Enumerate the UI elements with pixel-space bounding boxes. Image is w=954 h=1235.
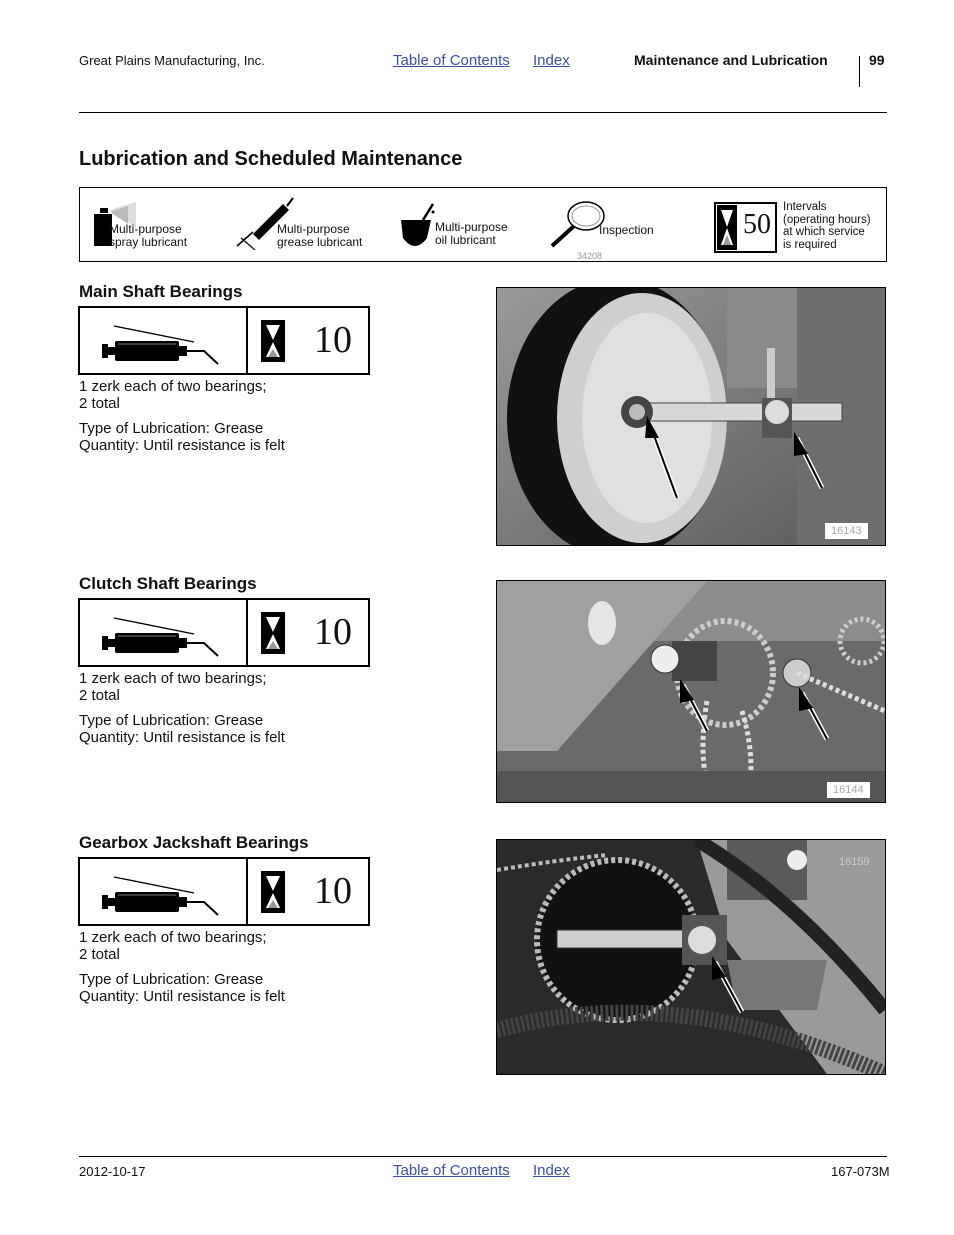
page-title: Lubrication and Scheduled Maintenance: [79, 148, 463, 170]
lubrication-details: Type of Lubrication: Grease Quantity: Until resistance is felt: [79, 712, 285, 746]
company-name: Great Plains Manufacturing, Inc.: [79, 53, 265, 68]
grease-gun-icon: [100, 324, 230, 368]
legend-oil-label: Multi-purpose oil lubricant: [435, 220, 508, 247]
photo-image: [497, 581, 885, 802]
section-name: Maintenance and Lubrication: [634, 52, 828, 68]
interval-box: [714, 202, 777, 253]
lubrication-details: Type of Lubrication: Grease Quantity: Until resistance is felt: [79, 971, 285, 1005]
footer-doc-number: 167-073M: [831, 1164, 890, 1179]
gearbox-jackshaft-bearings-photo: [496, 839, 886, 1075]
lubrication-legend: [79, 187, 887, 262]
footer-index-link[interactable]: Index: [533, 1162, 570, 1179]
footer-date: 2012-10-17: [79, 1164, 146, 1179]
interval-hours: 10: [314, 611, 352, 653]
section-title-gearbox-jackshaft: Gearbox Jackshaft Bearings: [79, 833, 309, 852]
legend-figure-id: 34208: [577, 251, 603, 261]
hourglass-icon: [261, 320, 285, 362]
photo-figure-id: 16159: [839, 856, 870, 868]
photo-image: [497, 288, 885, 545]
legend-inspection-label: Inspection: [599, 223, 654, 237]
oil-can-icon: [397, 198, 437, 252]
interval-hours: 10: [314, 870, 352, 912]
interval-hours: 10: [314, 319, 352, 361]
lube-interval-box-main-shaft: [78, 306, 370, 375]
page-number: 99: [869, 52, 885, 68]
legend-spray-label: Multi-purpose spray lubricant: [109, 222, 188, 249]
header-rule: [79, 112, 887, 113]
header-index-link[interactable]: Index: [533, 52, 570, 69]
hourglass-icon: [717, 205, 737, 250]
hourglass-icon: [261, 612, 285, 654]
header-toc-link[interactable]: Table of Contents: [393, 52, 510, 69]
bearing-description: 1 zerk each of two bearings; 2 total: [79, 670, 267, 704]
lubrication-details: Type of Lubrication: Grease Quantity: Until resistance is felt: [79, 420, 285, 454]
photo-figure-id: 16143: [825, 523, 868, 539]
bearing-description: 1 zerk each of two bearings; 2 total: [79, 929, 267, 963]
grease-gun-icon: [100, 875, 230, 919]
bearing-description: 1 zerk each of two bearings; 2 total: [79, 378, 267, 412]
legend-interval-label: Intervals (operating hours) at which service is required: [783, 201, 871, 251]
legend-grease-label: Multi-purpose grease lubricant: [277, 222, 363, 249]
header-divider: [859, 56, 860, 87]
hourglass-icon: [261, 871, 285, 913]
photo-figure-id: 16144: [827, 782, 870, 798]
footer-rule: [79, 1156, 887, 1157]
section-title-main-shaft: Main Shaft Bearings: [79, 282, 243, 301]
legend-interval-number: 50: [743, 209, 771, 240]
lube-interval-box-clutch-shaft: [78, 598, 370, 667]
grease-gun-icon: [100, 616, 230, 660]
clutch-shaft-bearings-photo: [496, 580, 886, 803]
section-title-clutch-shaft: Clutch Shaft Bearings: [79, 574, 257, 593]
main-shaft-bearings-photo: [496, 287, 886, 546]
footer-toc-link[interactable]: Table of Contents: [393, 1162, 510, 1179]
lube-interval-box-gearbox-jackshaft: [78, 857, 370, 926]
photo-image: [497, 840, 885, 1074]
